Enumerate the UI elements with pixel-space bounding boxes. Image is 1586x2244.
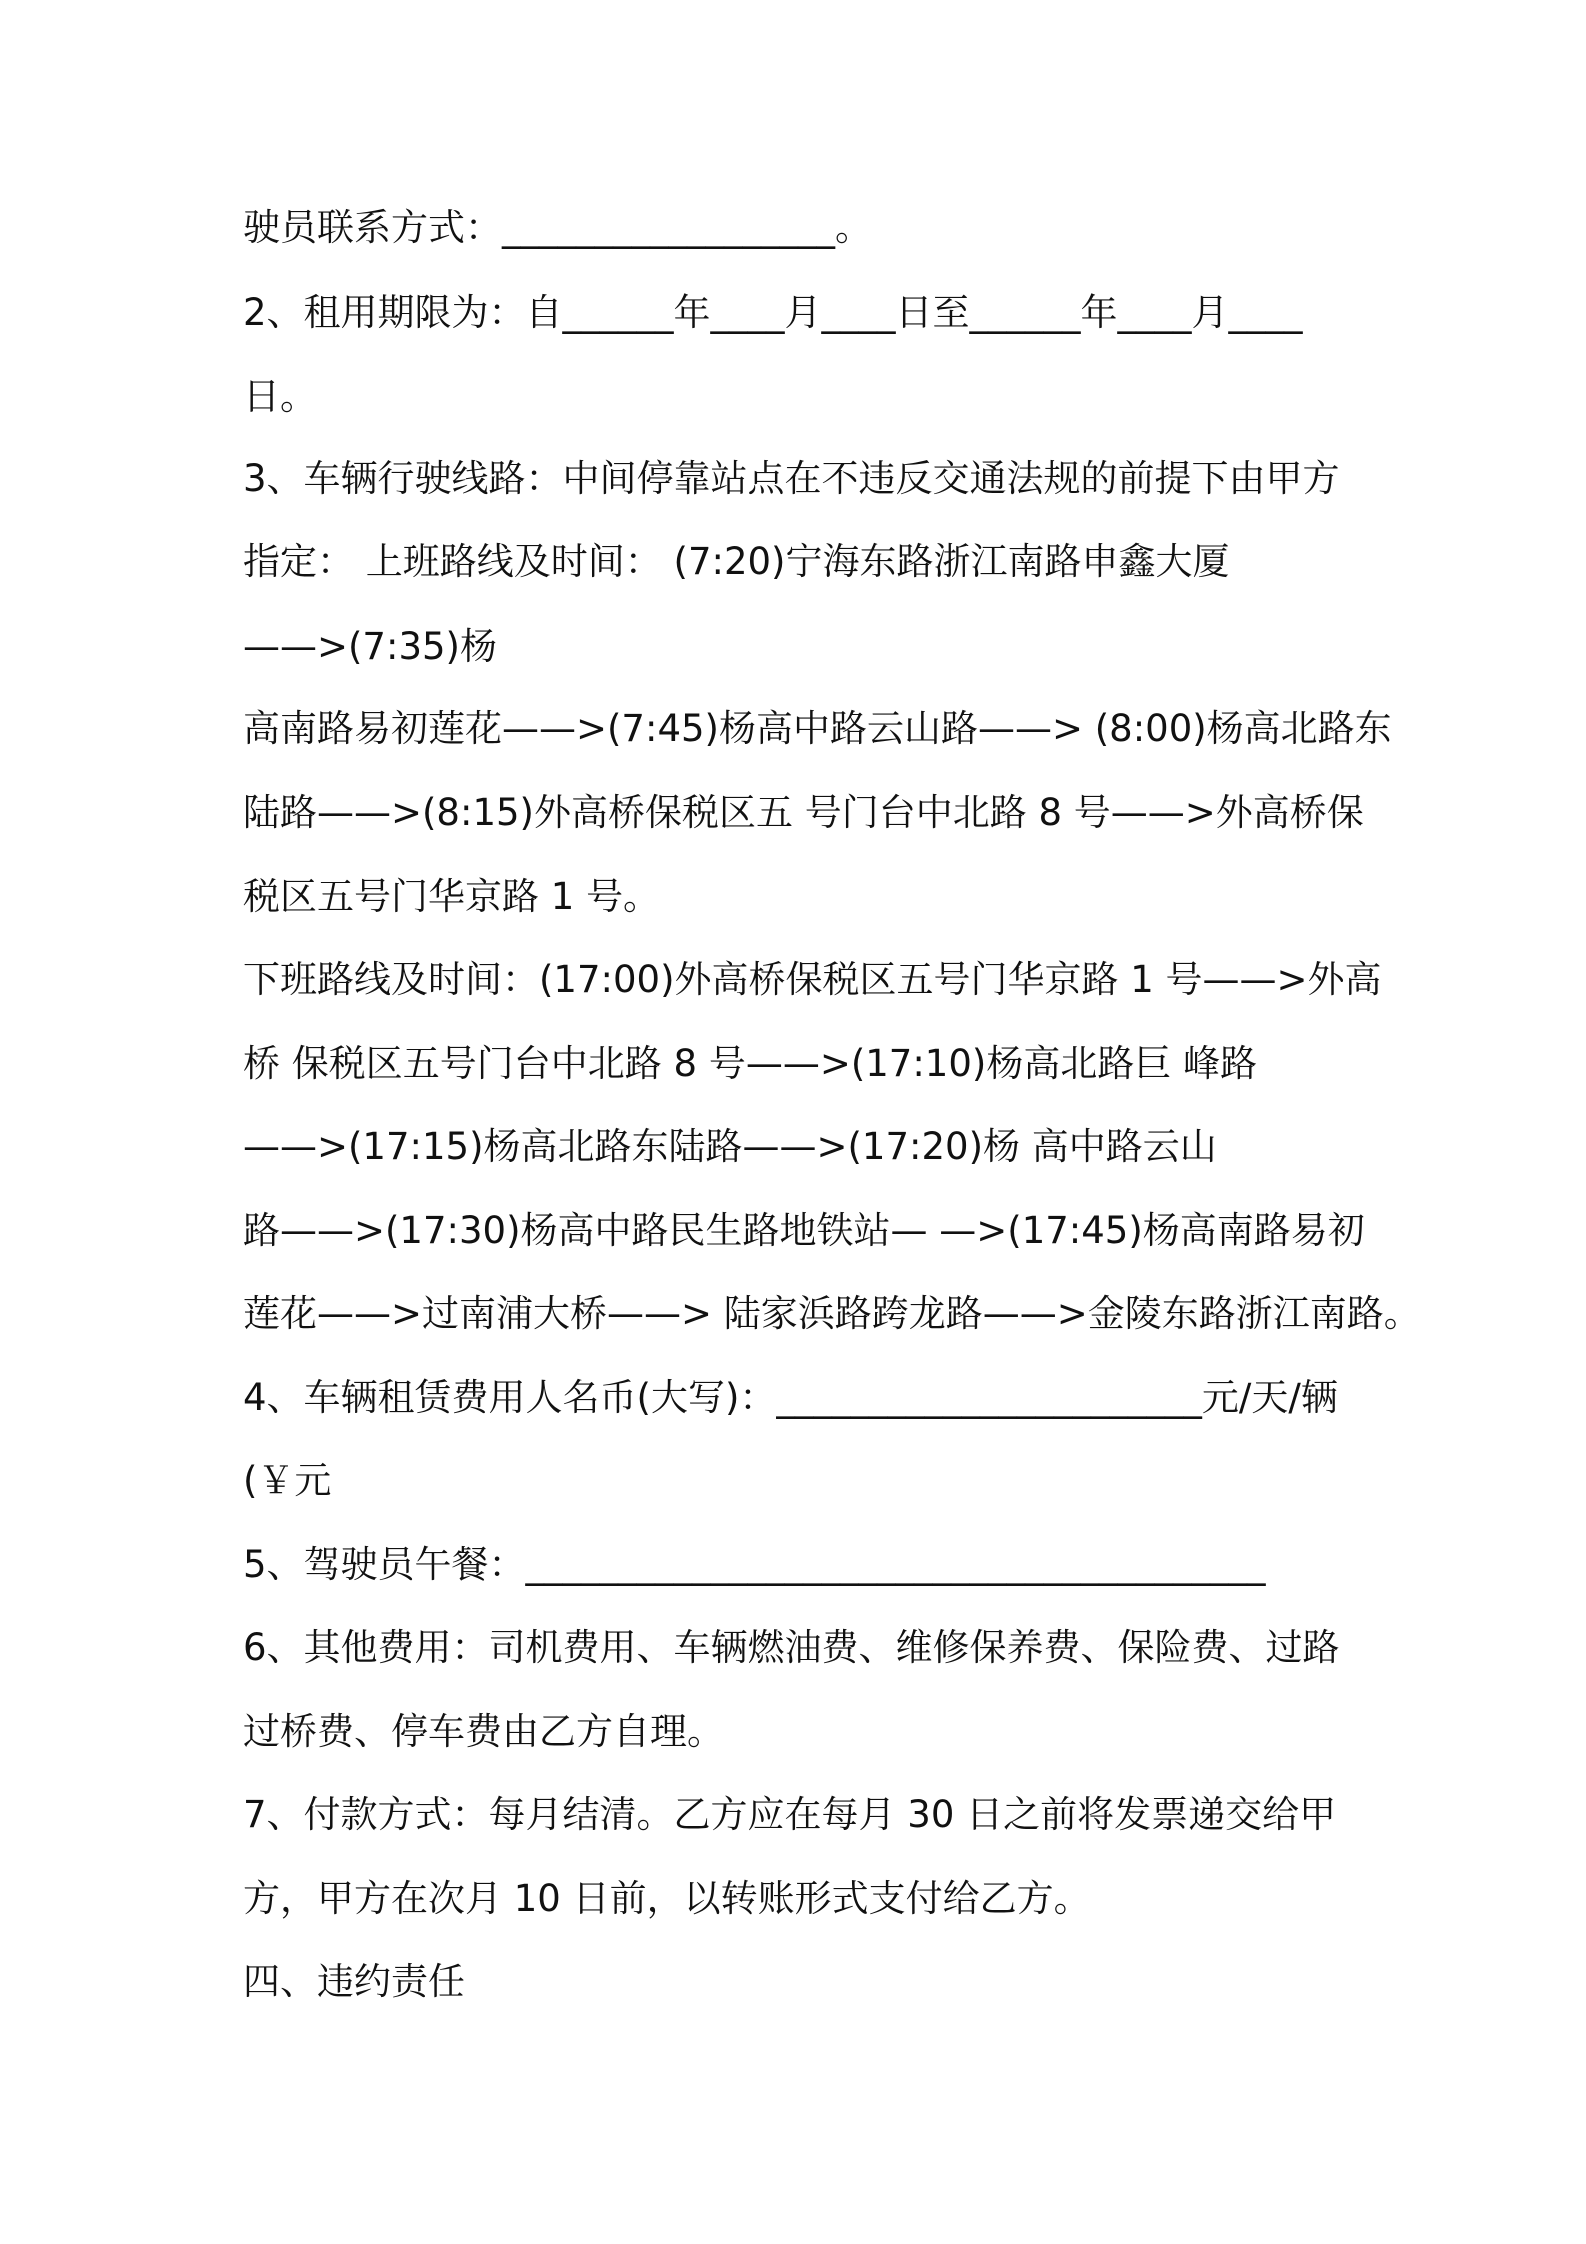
text-line: 3、车辆行驶线路：中间停靠站点在不违反交通法规的前提下由甲方: [243, 457, 1340, 500]
text-line: ——>(7:35)杨: [243, 625, 497, 668]
text-line: 驶员联系方式：__________________。: [243, 206, 872, 249]
text-line: 4、车辆租赁费用人名币(大写)：_______________________元/天/辆: [243, 1376, 1338, 1419]
text-line: 下班路线及时间：(17:00)外高桥保税区五号门华京路 1 号——>外高: [243, 958, 1382, 1001]
text-line: 方，甲方在次月 10 日前，以转账形式支付给乙方。: [243, 1877, 1091, 1920]
text-line: 5、驾驶员午餐：________________________________________: [243, 1543, 1266, 1586]
text-line: (￥元: [243, 1459, 332, 1502]
text-line: 桥 保税区五号门台中北路 8 号——>(17:10)杨高北路巨 峰路: [243, 1042, 1258, 1085]
text-line: 指定： 上班路线及时间： (7:20)宁海东路浙江南路申鑫大厦: [243, 540, 1230, 583]
section-heading: 四、违约责任: [243, 1960, 465, 2003]
text-line: 税区五号门华京路 1 号。: [243, 875, 661, 918]
text-line: 日。: [243, 375, 317, 418]
text-line: 2、租用期限为：自______年____月____日至______年____月____: [243, 291, 1303, 334]
text-line: 7、付款方式：每月结清。乙方应在每月 30 日之前将发票递交给甲: [243, 1793, 1337, 1836]
text-line: 路——>(17:30)杨高中路民生路地铁站— —>(17:45)杨高南路易初: [243, 1209, 1365, 1252]
text-line: 莲花——>过南浦大桥——> 陆家浜路跨龙路——>金陵东路浙江南路。: [243, 1292, 1421, 1335]
text-line: 陆路——>(8:15)外高桥保税区五 号门台中北路 8 号——>外高桥保: [243, 791, 1364, 834]
text-line: 高南路易初莲花——>(7:45)杨高中路云山路——> (8:00)杨高北路东: [243, 707, 1392, 750]
text-line: ——>(17:15)杨高北路东陆路——>(17:20)杨 高中路云山: [243, 1125, 1217, 1168]
text-line: 6、其他费用：司机费用、车辆燃油费、维修保养费、保险费、过路: [243, 1626, 1340, 1669]
text-line: 过桥费、停车费由乙方自理。: [243, 1710, 724, 1753]
